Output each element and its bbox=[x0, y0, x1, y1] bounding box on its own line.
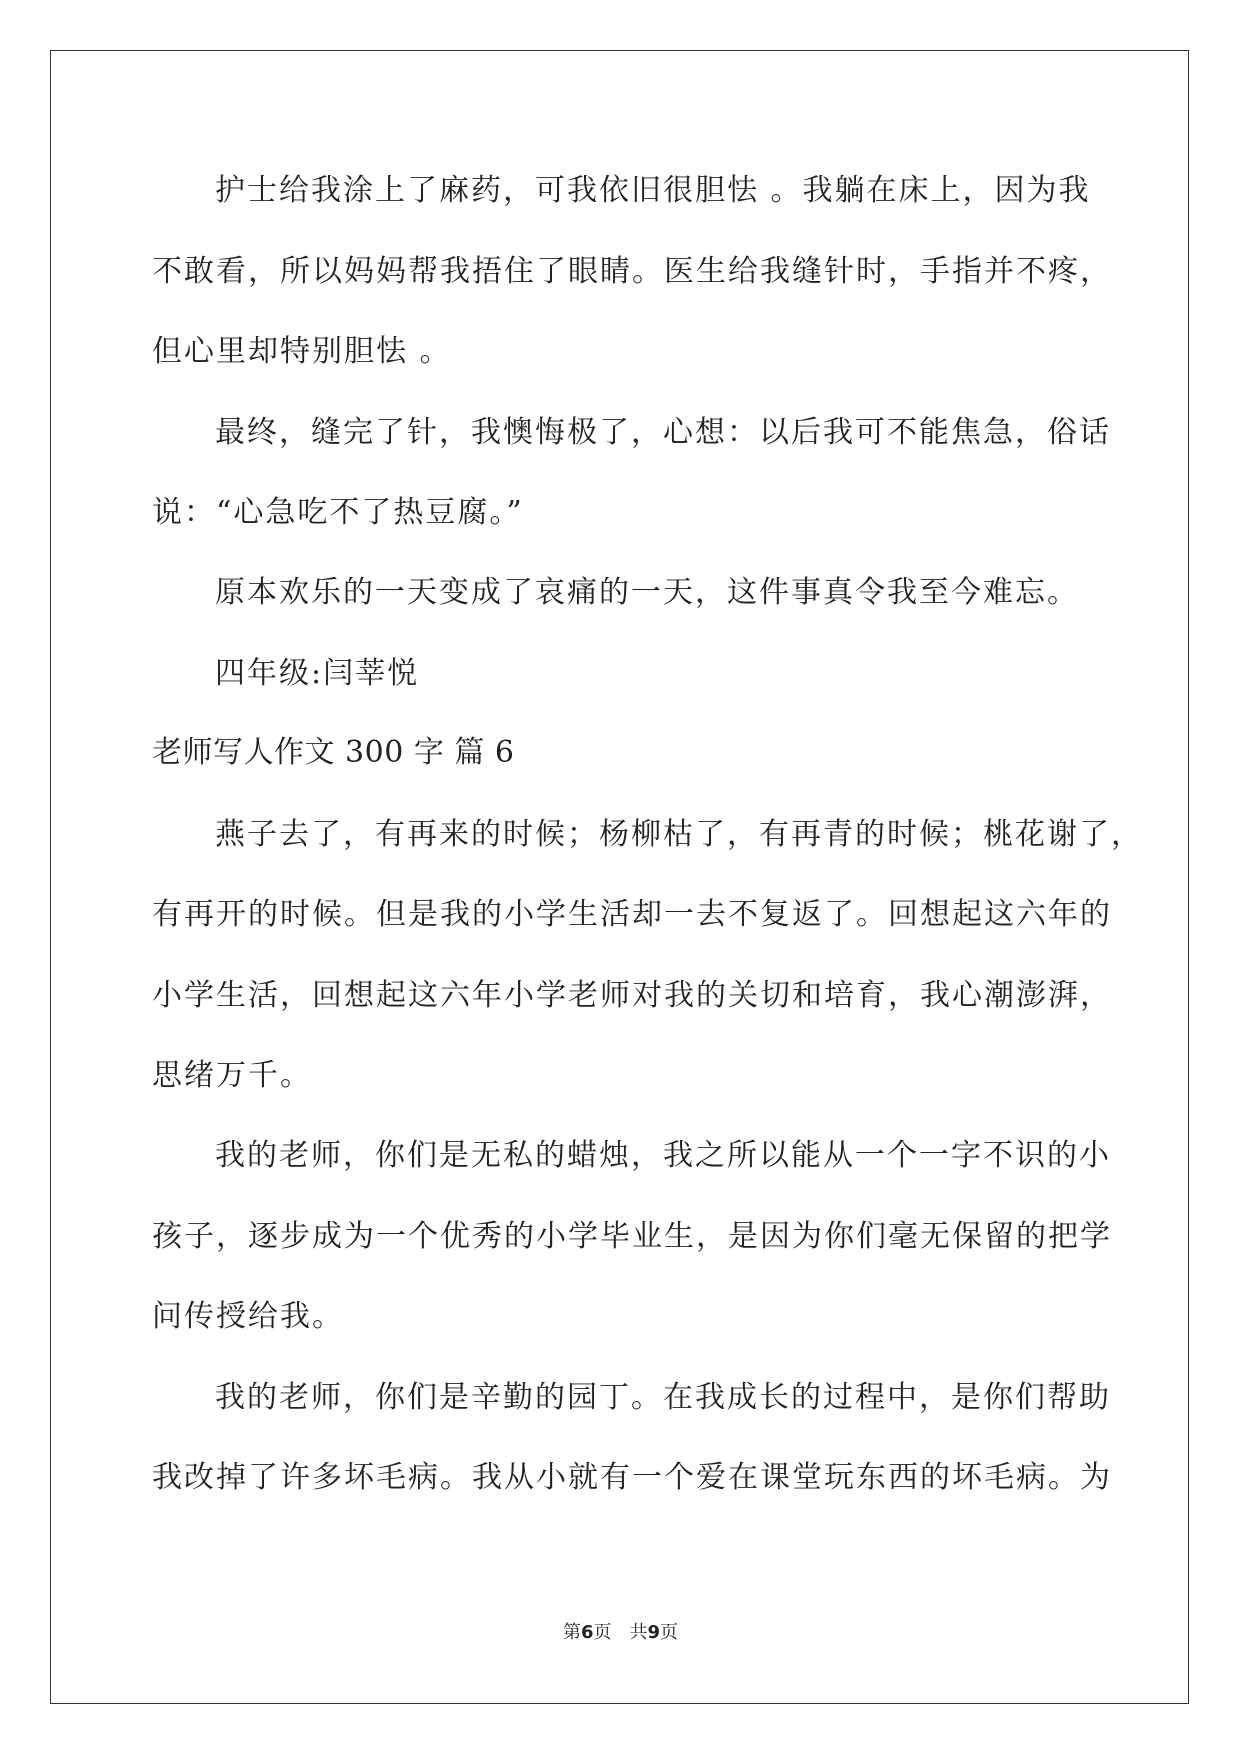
paragraph-line: 我的老师，你们是辛勤的园丁。在我成长的过程中，是你们帮助 bbox=[215, 1380, 1111, 1415]
section-heading: 老师写人作文 300 字 篇 6 bbox=[152, 735, 515, 770]
page-prefix: 第 bbox=[562, 1622, 581, 1643]
paragraph-line: 但心里却特别胆怯 。 bbox=[152, 334, 452, 369]
page-footer bbox=[0, 1624, 1241, 1642]
paragraph-line: 最终，缝完了针，我懊悔极了，心想：以后我可不能焦急，俗话 bbox=[215, 415, 1111, 450]
paragraph-line: 小学生活，回想起这六年小学老师对我的关切和培育，我心潮澎湃， bbox=[152, 978, 1112, 1013]
page-mid-text: 页 共 bbox=[593, 1622, 648, 1643]
paragraph-line: 燕子去了，有再来的时候；杨柳枯了，有再青的时候；桃花谢了， bbox=[215, 817, 1143, 852]
paragraph-line: 我改掉了许多坏毛病。我从小就有一个爱在课堂玩东西的坏毛病。为 bbox=[152, 1460, 1112, 1495]
paragraph-line: 说：“心急吃不了热豆腐。” bbox=[152, 495, 524, 530]
paragraph-line: 我的老师，你们是无私的蜡烛，我之所以能从一个一字不识的小 bbox=[215, 1138, 1111, 1173]
author-line: 四年级:闫莘悦 bbox=[215, 656, 420, 691]
paragraph-line: 不敢看，所以妈妈帮我捂住了眼睛。医生给我缝针时，手指并不疼， bbox=[152, 254, 1112, 289]
page-total-number: 9 bbox=[647, 1622, 661, 1643]
page-current-number: 6 bbox=[580, 1622, 594, 1643]
paragraph-line: 原本欢乐的一天变成了哀痛的一天，这件事真令我至今难忘。 bbox=[215, 575, 1079, 610]
paragraph-line: 思绪万千。 bbox=[152, 1058, 312, 1093]
paragraph-line: 护士给我涂上了麻药，可我依旧很胆怯 。我躺在床上，因为我 bbox=[215, 173, 1091, 208]
paragraph-line: 有再开的时候。但是我的小学生活却一去不复返了。回想起这六年的 bbox=[152, 897, 1112, 932]
paragraph-line: 问传授给我。 bbox=[152, 1299, 344, 1334]
page-border bbox=[50, 50, 1189, 1704]
paragraph-line: 孩子，逐步成为一个优秀的小学毕业生，是因为你们毫无保留的把学 bbox=[152, 1219, 1112, 1254]
page-suffix: 页 bbox=[660, 1622, 679, 1643]
